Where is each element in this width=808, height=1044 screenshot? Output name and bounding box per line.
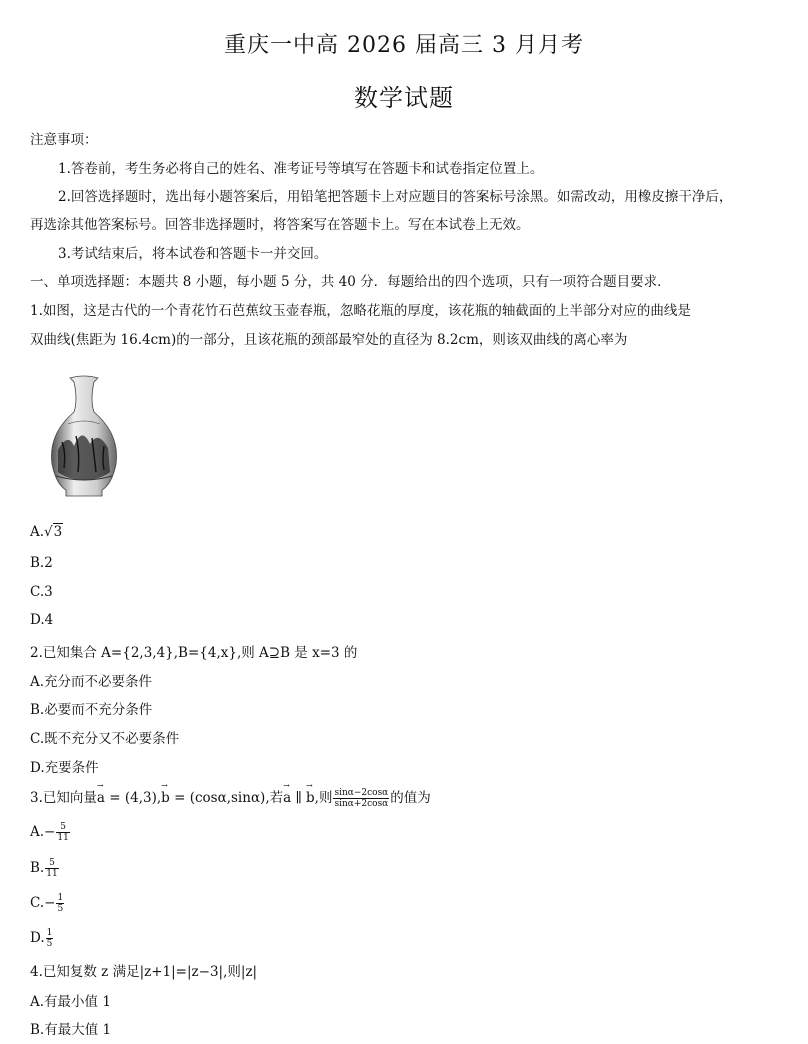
q3-option-c — [30, 893, 65, 914]
q2-option-b: B.必要而不充分条件 — [30, 702, 153, 718]
q3-option-b-den: 11 — [46, 869, 58, 879]
q2-option-a: A.充分而不必要条件 — [30, 674, 153, 690]
q3-stem-part1: 3.已知向量 — [30, 790, 97, 806]
notice-2: 2.回答选择题时，选出每小题答案后，用铅笔把答题卡上对应题目的答案标号涂黑。如需改动，用橡皮擦干净后， — [58, 189, 733, 205]
q3-option-c-den: 5 — [57, 904, 64, 914]
q1-option-a — [30, 524, 63, 540]
q1-stem-line2: 双曲线(焦距为 16.4cm)的一部分，且该花瓶的颈部最窄处的直径为 8.2cm，则该双曲线的离心率为 — [30, 332, 628, 348]
q3-option-d-prefix: D. — [30, 930, 45, 946]
parallel-symbol: ∥ — [291, 790, 307, 806]
q3-option-b-num: 5 — [45, 858, 58, 869]
q3-stem-part2: = (4,3), — [104, 790, 162, 806]
exam-subject: 数学试题 — [354, 84, 454, 112]
q2-option-c: C.既不充分又不必要条件 — [30, 731, 180, 747]
q4-option-a: A.有最小值 1 — [30, 994, 111, 1010]
q3-option-d-den: 5 — [46, 939, 53, 949]
notice-heading: 注意事项： — [30, 132, 98, 148]
q1-option-a-prefix: A. — [30, 524, 45, 540]
vector-b-2: → b — [306, 790, 315, 806]
section-heading: 一、单项选择题：本题共 8 小题，每小题 5 分，共 40 分．每题给出的四个选项，只有一项符合题目要求． — [30, 274, 671, 290]
q3-option-a — [30, 822, 71, 843]
q3-stem-part4: ,则 — [314, 790, 333, 806]
q3-option-c-num: 1 — [57, 893, 64, 903]
q3-option-a-num: 5 — [56, 822, 69, 833]
q3-option-d — [30, 928, 54, 949]
q3-fraction — [333, 788, 389, 809]
q1-stem-line1: 1.如图，这是古代的一个青花竹石芭蕉纹玉壶春瓶，忽略花瓶的厚度，该花瓶的轴截面的上半部分对应的曲线是 — [30, 303, 691, 319]
q3-fraction-denominator: sinα+2cosα — [334, 799, 389, 809]
q3-option-a-fraction — [56, 822, 69, 843]
q3-option-c-fraction — [56, 893, 64, 914]
vector-a: → a — [97, 790, 105, 806]
q4-option-b: B.有最大值 1 — [30, 1022, 112, 1038]
q2-stem: 2.已知集合 A={2,3,4},B={4,x},则 A⊇B 是 x=3 的 — [30, 645, 358, 661]
sqrt-symbol: √3 — [44, 524, 63, 540]
q3-option-d-num: 1 — [46, 928, 53, 938]
q3-option-b — [30, 858, 60, 879]
q4-stem: 4.已知复数 z 满足|z+1|=|z−3|,则|z| — [30, 964, 258, 980]
q3-stem-part3: = (cosα,sinα),若 — [169, 790, 284, 806]
q3-fraction-numerator: sinα−2cosα — [334, 788, 389, 798]
q3-stem-part5: 的值为 — [390, 790, 431, 806]
q3-option-b-fraction — [45, 858, 58, 879]
q3-option-a-prefix: A.− — [30, 824, 56, 840]
q3-option-c-prefix: C.− — [30, 895, 56, 911]
q3-option-d-fraction — [46, 928, 54, 949]
exam-title: 重庆一中高 2026 届高三 3 月月考 — [224, 33, 584, 58]
q1-option-c: C.3 — [30, 584, 53, 600]
vector-b: → b — [161, 790, 170, 806]
notice-2-cont: 再选涂其他答案标号。回答非选择题时，将答案写在答题卡上。写在本试卷上无效。 — [30, 217, 530, 233]
q3-stem — [30, 786, 431, 809]
notice-3: 3.考试结束后，将本试卷和答题卡一并交回。 — [58, 246, 328, 262]
q2-option-d: D.充要条件 — [30, 760, 99, 776]
q1-option-d: D.4 — [30, 612, 54, 628]
notice-1: 1.答卷前，考生务必将自己的姓名、准考证号等填写在答题卡和试卷指定位置上。 — [58, 161, 544, 177]
q3-option-a-den: 11 — [57, 833, 69, 843]
q3-option-b-prefix: B. — [30, 860, 45, 876]
vector-a-2: → a — [283, 790, 291, 806]
q1-option-b: B.2 — [30, 555, 53, 571]
vase-image — [44, 372, 124, 500]
q1-option-a-radicand: 3 — [53, 524, 63, 540]
